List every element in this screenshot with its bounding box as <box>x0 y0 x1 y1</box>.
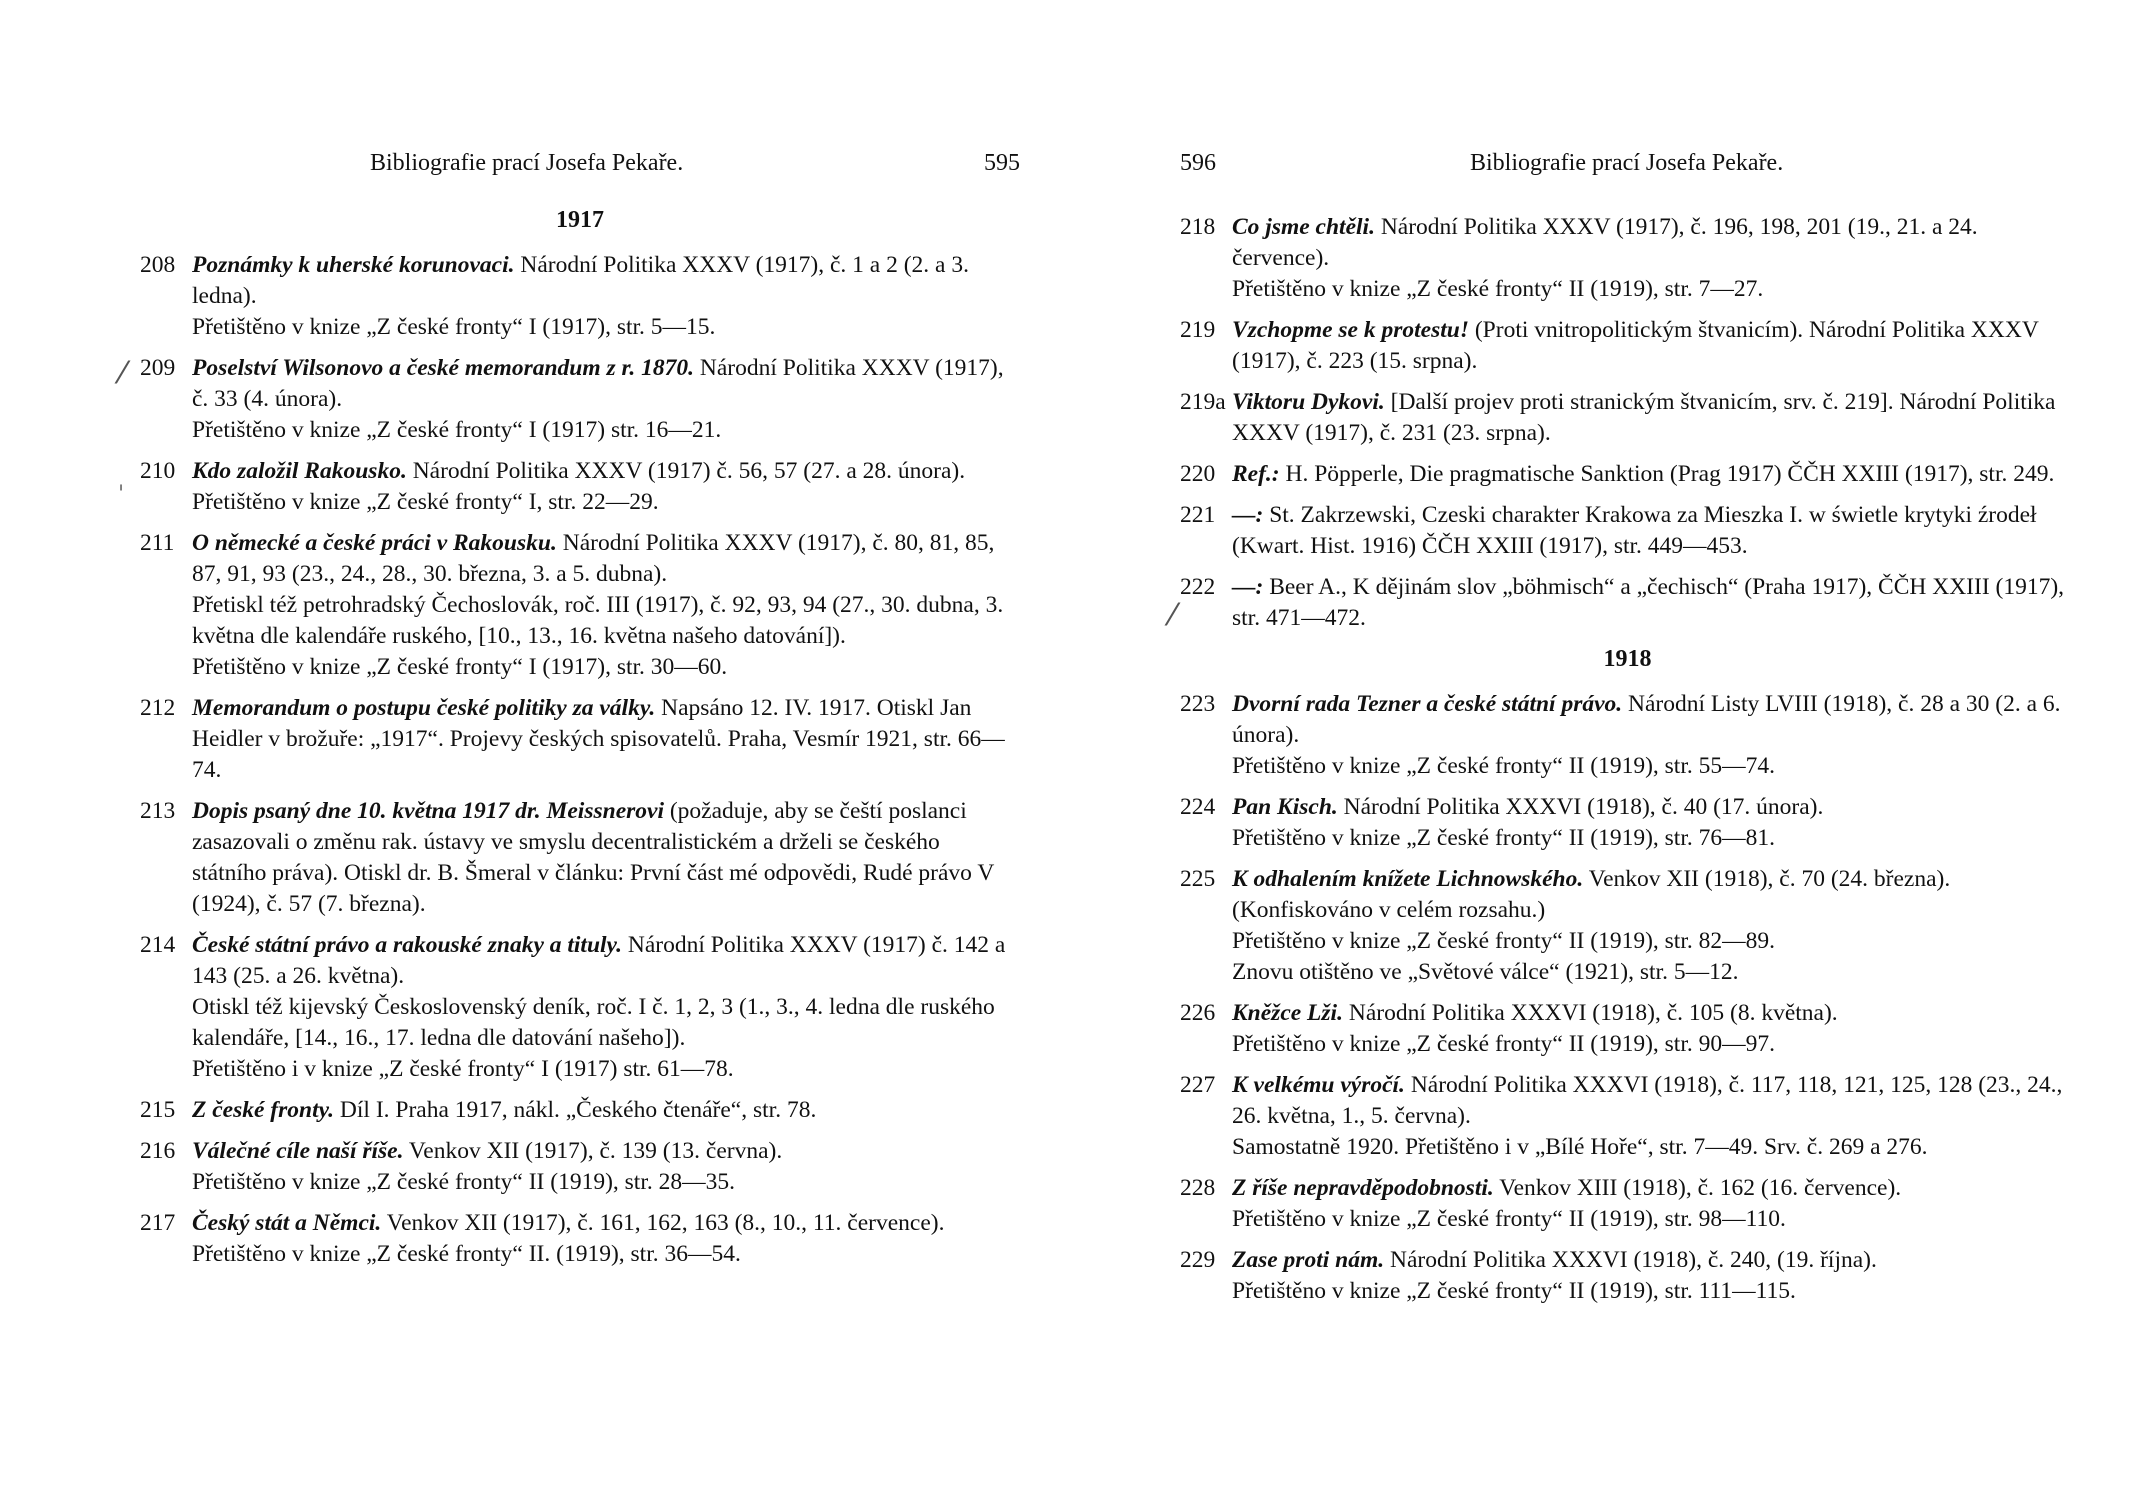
entry-title: Viktoru Dykovi. <box>1232 389 1385 415</box>
entry-source: Národní Politika XXXVI (1918), č. 240, (19. října). <box>1384 1247 1877 1273</box>
bibliography-entry <box>1180 1070 2075 1163</box>
entry-number: 229 <box>1180 1247 1216 1273</box>
running-title: Bibliografie prací Josefa Pekaře. <box>370 150 684 176</box>
entry-citation <box>1232 572 2075 634</box>
bibliography-entry <box>140 930 1020 1085</box>
entry-number: 213 <box>140 798 176 824</box>
entry-list <box>140 250 1020 1270</box>
entry-note: Přetištěno v knize „Z české fronty“ II (1919), str. 82—89. <box>1232 928 1775 954</box>
left-page-body <box>140 205 1020 1280</box>
entry-title: Vzchopme se k protestu! <box>1232 317 1469 343</box>
bibliography-entry <box>1180 1245 2075 1307</box>
bibliography-entry <box>1180 459 2075 490</box>
year-heading: 1917 <box>556 207 604 233</box>
right-page-header <box>1180 148 2075 182</box>
running-title: Bibliografie prací Josefa Pekaře. <box>1470 150 1784 176</box>
entry-citation <box>1232 998 2075 1029</box>
entry-title: České státní právo a rakouské znaky a tituly. <box>192 932 622 958</box>
entry-source: Venkov XII (1918), č. 70 (24. března). (Konfiskováno v celém rozsahu.) <box>1232 866 1951 923</box>
entry-note: Samostatně 1920. Přetištěno i v „Bílé Hoře“, str. 7—49. Srv. č. 269 a 276. <box>1232 1134 1928 1160</box>
entry-citation <box>1232 212 2075 274</box>
entry-citation <box>192 796 1020 920</box>
entry-source: Národní Politika XXXVI (1918), č. 117, 118, 121, 125, 128 (23., 24., 26. května, 1., 5. června). <box>1232 1072 2063 1129</box>
entry-title: Co jsme chtěli. <box>1232 214 1375 240</box>
entry-source: Národní Politika XXXV (1917), č. 196, 198, 201 (19., 21. a 24. července). <box>1232 214 1978 271</box>
entry-citation <box>1232 864 2075 926</box>
entry-number: 209 <box>140 355 176 381</box>
bibliography-entry <box>1180 315 2075 377</box>
entry-source: Venkov XII (1917), č. 161, 162, 163 (8., 10., 11. července). <box>381 1210 945 1236</box>
entry-citation <box>1232 387 2075 449</box>
entry-title: Z říše nepravděpodobnosti. <box>1232 1175 1494 1201</box>
page-number: 595 <box>984 150 1020 176</box>
entry-number: 214 <box>140 932 176 958</box>
entry-citation <box>1232 1173 2075 1204</box>
entry-source: Národní Listy LVIII (1918), č. 28 a 30 (2. a 6. února). <box>1232 691 2061 748</box>
entry-citation <box>192 353 1020 415</box>
entry-source: (požaduje, aby se čeští poslanci zasazovali o změnu rak. ústavy ve smyslu decentralistickém a drželi se českého státního práva). Otiskl dr. B. Šmeral v článku: První část mé odpovědi, Rudé právo V (1924), č. 57 (7. března). <box>192 798 994 917</box>
entry-citation <box>1232 689 2075 751</box>
entry-number: 211 <box>140 530 175 556</box>
entry-citation <box>192 250 1020 312</box>
entry-title: Poselství Wilsonovo a české memorandum z r. 1870. <box>192 355 695 381</box>
entry-source: Venkov XIII (1918), č. 162 (16. července). <box>1493 1175 1902 1201</box>
bibliography-entry <box>140 250 1020 343</box>
entry-citation <box>1232 459 2075 490</box>
entry-note: Přetištěno i v knize „Z české fronty“ I (1917) str. 61—78. <box>192 1056 734 1082</box>
entry-title: K odhalením knížete Lichnowského. <box>1232 866 1584 892</box>
bibliography-entry <box>1180 1173 2075 1235</box>
entry-title: O německé a české práci v Rakousku. <box>192 530 557 556</box>
entry-citation <box>1232 500 2075 562</box>
entry-source: Národní Politika XXXV (1917) č. 142 a 143 (25. a 26. května). <box>192 932 1006 989</box>
entry-citation <box>1232 1245 2075 1276</box>
entry-note: Přetištěno v knize „Z české fronty“ II (1919), str. 111—115. <box>1232 1278 1796 1304</box>
entry-title: Dvorní rada Tezner a české státní právo. <box>1232 691 1623 717</box>
bibliography-entry <box>140 693 1020 786</box>
entry-number: 224 <box>1180 794 1216 820</box>
entry-note: Přetiskl též petrohradský Čechoslovák, roč. III (1917), č. 92, 93, 94 (27., 30. dubna, 3. května dle kalendáře ruského, [10., 13., 16. května našeho datování]). <box>192 592 1004 649</box>
entry-number: 221 <box>1180 502 1216 528</box>
right-page <box>1170 0 2075 1500</box>
entry-citation <box>192 693 1020 786</box>
entry-source: Národní Politika XXXV (1917), č. 1 a 2 (2. a 3. ledna). <box>192 252 969 309</box>
entry-source: Díl I. Praha 1917, nákl. „Českého čtenáře“, str. 78. <box>334 1097 817 1123</box>
entry-note: Přetištěno v knize „Z české fronty“ II. (1919), str. 36—54. <box>192 1241 741 1267</box>
bibliography-entry <box>140 1136 1020 1198</box>
entry-list <box>1180 212 2075 634</box>
entry-source: Napsáno 12. IV. 1917. Otiskl Jan Heidler v brožuře: „1917“. Projevy českých spisovatelů. Praha, Vesmír 1921, str. 66—74. <box>192 695 1005 783</box>
pencil-mark-icon: ⁄ <box>120 356 126 391</box>
bibliography-entry <box>140 456 1020 518</box>
entry-source: Národní Politika XXXVI (1918), č. 40 (17. února). <box>1337 794 1824 820</box>
entry-number: 222 <box>1180 574 1216 600</box>
entry-citation <box>192 930 1020 992</box>
bibliography-entry <box>1180 998 2075 1060</box>
year-heading: 1918 <box>1603 646 1652 672</box>
entry-number: 227 <box>1180 1072 1216 1098</box>
entry-note: Přetištěno v knize „Z české fronty“ II (1919), str. 76—81. <box>1232 825 1775 851</box>
entry-source: Venkov XII (1917), č. 139 (13. června). <box>403 1138 783 1164</box>
page-number: 596 <box>1180 150 1216 176</box>
bibliography-entry <box>140 1208 1020 1270</box>
pencil-mark-icon: ˌ <box>118 468 125 493</box>
entry-note: Přetištěno v knize „Z české fronty“ I, str. 22—29. <box>192 489 659 515</box>
entry-note: Přetištěno v knize „Z české fronty“ I (1917) str. 16—21. <box>192 417 722 443</box>
entry-source: Národní Politika XXXVI (1918), č. 105 (8. května). <box>1342 1000 1838 1026</box>
entry-title: —: <box>1232 502 1264 528</box>
entry-citation <box>1232 315 2075 377</box>
entry-citation <box>192 528 1020 590</box>
entry-title: K velkému výročí. <box>1232 1072 1405 1098</box>
entry-number: 210 <box>140 458 176 484</box>
entry-source: Národní Politika XXXV (1917), č. 33 (4. února). <box>192 355 1004 412</box>
bibliography-entry <box>1180 689 2075 782</box>
entry-note: Přetištěno v knize „Z české fronty“ I (1917), str. 5—15. <box>192 314 716 340</box>
bibliography-entry <box>1180 212 2075 305</box>
entry-citation <box>192 1095 1020 1126</box>
bibliography-entry <box>140 353 1020 446</box>
entry-number: 216 <box>140 1138 176 1164</box>
entry-note: Přetištěno v knize „Z české fronty“ II (1919), str. 28—35. <box>192 1169 735 1195</box>
entry-citation <box>192 456 1020 487</box>
entry-note: Znovu otištěno ve „Světové válce“ (1921), str. 5—12. <box>1232 959 1739 985</box>
entry-citation <box>192 1208 1020 1239</box>
bibliography-entry <box>140 528 1020 683</box>
entry-number: 215 <box>140 1097 176 1123</box>
entry-number: 220 <box>1180 461 1216 487</box>
entry-source: Beer A., K dějinám slov „böhmisch“ a „čechisch“ (Praha 1917), ČČH XXIII (1917), str. 471—472. <box>1232 574 2065 631</box>
entry-title: Kdo založil Rakousko. <box>192 458 407 484</box>
bibliography-entry <box>140 1095 1020 1126</box>
entry-note: Přetištěno v knize „Z české fronty“ II (1919), str. 55—74. <box>1232 753 1775 779</box>
bibliography-entry <box>1180 500 2075 562</box>
entry-title: Pan Kisch. <box>1232 794 1338 820</box>
entry-title: Ref.: <box>1232 461 1280 487</box>
entry-title: Poznámky k uherské korunovaci. <box>192 252 515 278</box>
entry-note: Přetištěno v knize „Z české fronty“ II (1919), str. 90—97. <box>1232 1031 1775 1057</box>
bibliography-entry <box>1180 864 2075 988</box>
entry-title: Zase proti nám. <box>1232 1247 1385 1273</box>
entry-number: 228 <box>1180 1175 1216 1201</box>
bibliography-entry <box>140 796 1020 920</box>
entry-note: Otiskl též kijevský Československý deník, roč. I č. 1, 2, 3 (1., 3., 4. ledna dle ruského kalendáře, [14., 16., 17. ledna dle datování našeho]). <box>192 994 995 1051</box>
entry-number: 212 <box>140 695 176 721</box>
entry-number: 219a <box>1180 389 1226 415</box>
entry-number: 217 <box>140 1210 176 1236</box>
bibliography-entry <box>1180 387 2075 449</box>
right-page-body <box>1180 212 2075 1317</box>
entry-source: Národní Politika XXXV (1917), č. 80, 81, 85, 87, 91, 93 (23., 24., 28., 30. března, 3. a 5. dubna). <box>192 530 995 587</box>
entry-source: H. Pöpperle, Die pragmatische Sanktion (Prag 1917) ČČH XXIII (1917), str. 249. <box>1279 461 2055 487</box>
entry-note: Přetištěno v knize „Z české fronty“ II (1919), str. 7—27. <box>1232 276 1764 302</box>
entry-title: —: <box>1232 574 1264 600</box>
entry-source: (Proti vnitropolitickým štvanicím). Národní Politika XXXV (1917), č. 223 (15. srpna). <box>1232 317 2039 374</box>
entry-number: 218 <box>1180 214 1216 240</box>
entry-title: Válečné cíle naší říše. <box>192 1138 404 1164</box>
entry-source: [Další projev proti stranickým štvanicím, srv. č. 219]. Národní Politika XXXV (1917), č. 231 (23. srpna). <box>1232 389 2056 446</box>
entry-list <box>1180 689 2075 1307</box>
entry-note: Přetištěno v knize „Z české fronty“ I (1917), str. 30—60. <box>192 654 728 680</box>
pencil-mark-icon: ⁄ <box>1170 598 1176 633</box>
entry-number: 219 <box>1180 317 1216 343</box>
left-page-header <box>140 148 1020 182</box>
bibliography-entry <box>1180 572 2075 634</box>
entry-title: Český stát a Němci. <box>192 1210 382 1236</box>
left-page <box>118 0 1020 1500</box>
entry-source: Národní Politika XXXV (1917) č. 56, 57 (27. a 28. února). <box>406 458 966 484</box>
entry-number: 223 <box>1180 691 1216 717</box>
entry-title: Memorandum o postupu české politiky za války. <box>192 695 656 721</box>
entry-number: 225 <box>1180 866 1216 892</box>
entry-number: 208 <box>140 252 176 278</box>
entry-note: Přetištěno v knize „Z české fronty“ II (1919), str. 98—110. <box>1232 1206 1786 1232</box>
entry-citation <box>1232 792 2075 823</box>
entry-title: Z české fronty. <box>192 1097 335 1123</box>
entry-source: St. Zakrzewski, Czeski charakter Krakowa za Mieszka I. w świetle krytyki źrodeł (Kwart. Hist. 1916) ČČH XXIII (1917), str. 449—453. <box>1232 502 2037 559</box>
entry-title: Dopis psaný dne 10. května 1917 dr. Meissnerovi <box>192 798 664 824</box>
bibliography-entry <box>1180 792 2075 854</box>
entry-citation <box>192 1136 1020 1167</box>
entry-title: Kněžce Lži. <box>1232 1000 1343 1026</box>
entry-number: 226 <box>1180 1000 1216 1026</box>
entry-citation <box>1232 1070 2075 1132</box>
